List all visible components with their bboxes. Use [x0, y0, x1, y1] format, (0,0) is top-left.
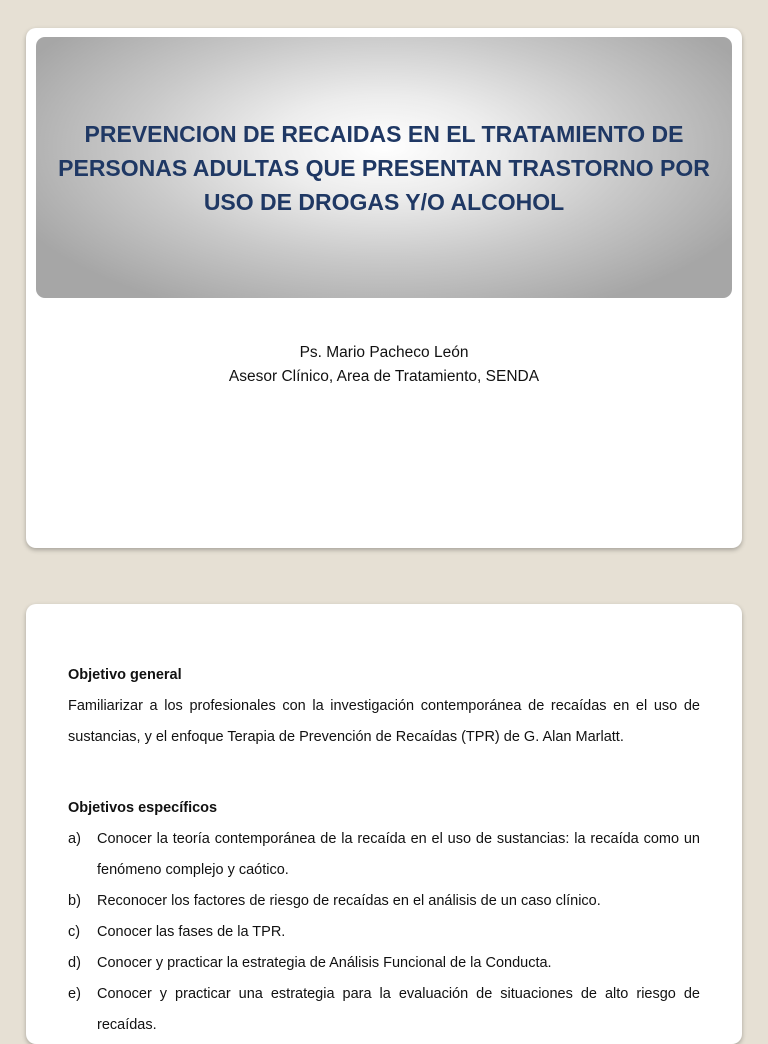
general-objective-text: Familiarizar a los profesionales con la investigación contemporánea de recaídas en el uso de sustancias, y el enfoque Terapia de Prevención de Recaídas (TPR) de G. Alan Marlatt. [68, 698, 700, 745]
list-item-text: Conocer las fases de la TPR. [97, 924, 286, 940]
list-item [68, 824, 700, 886]
list-marker: e) [68, 986, 81, 1002]
presenter-role: Asesor Clínico, Area de Tratamiento, SENDA [228, 368, 540, 385]
list-item [68, 979, 700, 1041]
list-item-text: Conocer y practicar la estrategia de Análisis Funcional de la Conducta. [97, 955, 552, 971]
specific-objectives-list [68, 824, 700, 1041]
list-item [68, 948, 700, 979]
list-item-text: Conocer y practicar una estrategia para la evaluación de situaciones de alto riesgo de recaídas. [97, 986, 700, 1033]
objectives-slide [26, 604, 742, 1044]
list-marker: a) [68, 831, 81, 847]
objectives-content [68, 660, 700, 1041]
list-marker: b) [68, 893, 81, 909]
title-banner [36, 37, 732, 298]
list-marker: c) [68, 924, 81, 940]
slide-title: PREVENCION DE RECAIDAS EN EL TRATAMIENTO DE PERSONAS ADULTAS QUE PRESENTAN TRASTORNO POR USO DE DROGAS Y/O ALCOHOL [58, 120, 710, 215]
specific-objectives-heading: Objetivos específicos [68, 800, 218, 816]
spacer [68, 753, 700, 793]
title-slide [26, 28, 742, 548]
list-item-text: Conocer la teoría contemporánea de la recaída en el uso de sustancias: la recaída como un fenómeno complejo y caótico. [97, 831, 700, 878]
list-marker: d) [68, 955, 81, 971]
list-item [68, 917, 700, 948]
list-item-text: Reconocer los factores de riesgo de recaídas en el análisis de un caso clínico. [97, 893, 601, 909]
list-item [68, 886, 700, 917]
general-objective-heading: Objetivo general [68, 667, 182, 683]
presenter-name: Ps. Mario Pacheco León [299, 344, 469, 361]
presenter-info [26, 341, 742, 389]
